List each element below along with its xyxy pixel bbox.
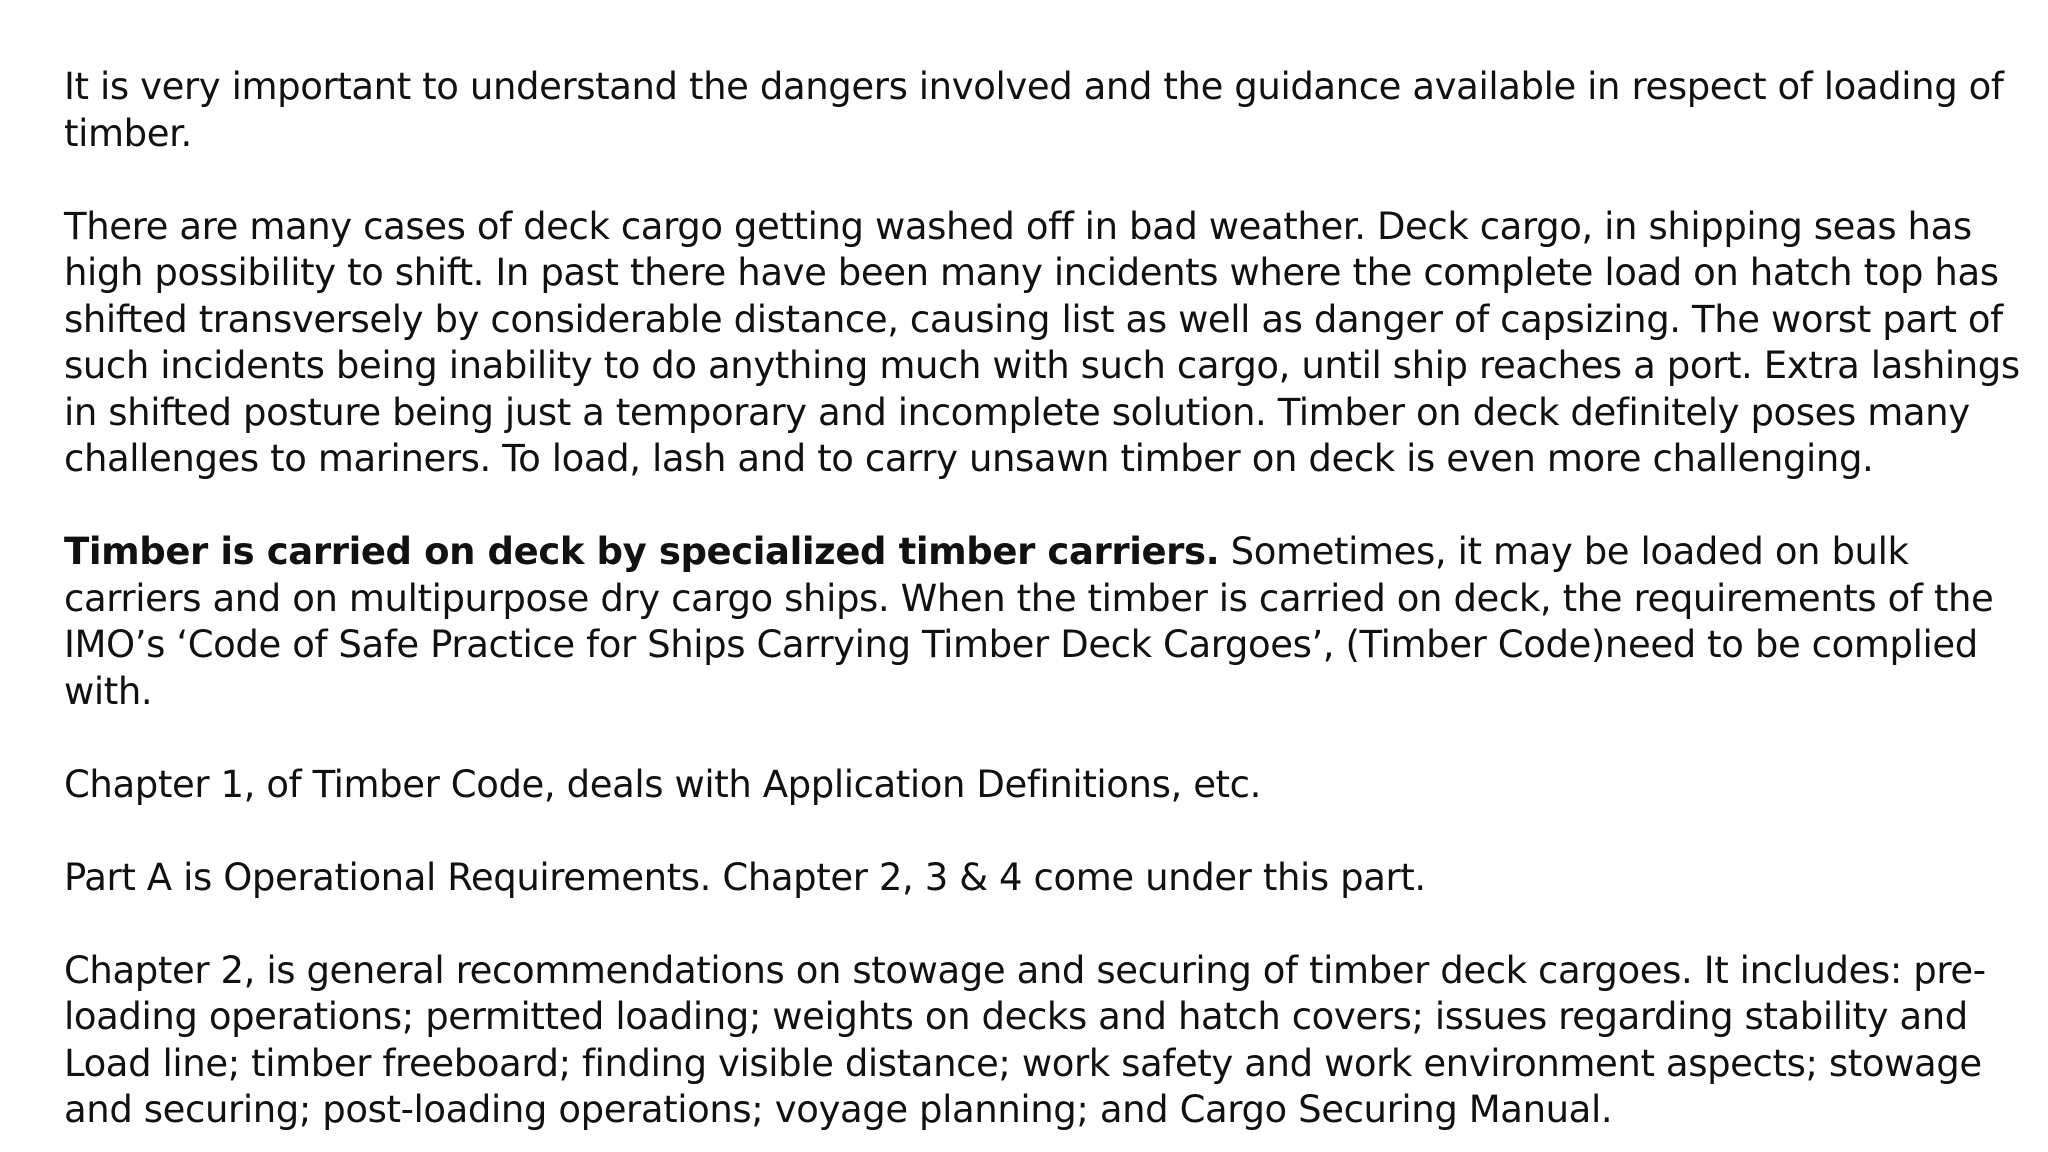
intro-paragraph: It is very important to understand the dangers involved and the guidance available in respect of loading of timber.	[64, 65, 2004, 155]
timber-carriers-bold-lead: Timber is carried on deck by specialized timber carriers.	[64, 530, 1220, 573]
timber-carriers-text: Sometimes, it may be loaded on bulk carriers and on multipurpose dry cargo ships. When the timber is carried on deck, the requirements of the IMO’s ‘Code of Safe Practice for Ships Carrying Timber Deck Cargoes’, (Timber Code)need to be complied with.	[64, 530, 1994, 713]
deck-cargo-dangers-paragraph: There are many cases of deck cargo getting washed off in bad weather. Deck cargo, in shipping seas has high possibility to shift. In past there have been many incidents where the complete load on hatch top has shifted transversely by considerable distance, causing list as well as danger of capsizing. The worst part of such incidents being inability to do anything much with such cargo, until ship reaches a port. Extra lashings in shifted posture being just a temporary and incomplete solution. Timber on deck definitely poses many challenges to mariners. To load, lash and to carry unsawn timber on deck is even more challenging.	[64, 204, 2020, 480]
chapter-2-paragraph: Chapter 2, is general recommendations on stowage and securing of timber deck cargoes. It includes: pre-loading operations; permitted loading; weights on decks and hatch covers; issues regarding stability and Load line; timber freeboard; finding visible distance; work safety and work environment aspects; stowage and securing; post-loading operations; voyage planning; and Cargo Securing Manual.	[64, 948, 1986, 1131]
part-a-paragraph: Part A is Operational Requirements. Chapter 2, 3 & 4 come under this part.	[64, 855, 1426, 899]
timber-carriers-paragraph	[64, 529, 2024, 715]
document-body	[64, 64, 2024, 1134]
chapter-1-paragraph: Chapter 1, of Timber Code, deals with Application Definitions, etc.	[64, 762, 1261, 806]
